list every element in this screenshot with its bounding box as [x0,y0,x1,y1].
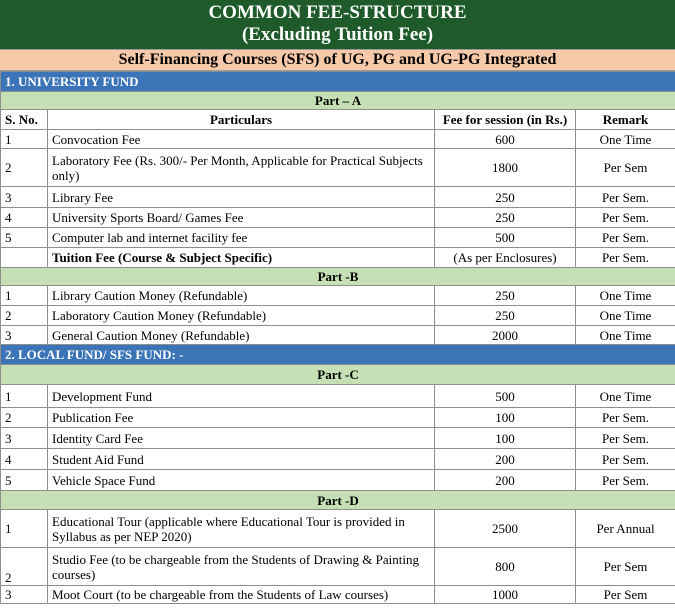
cell-particular: Student Aid Fund [48,449,435,470]
table-row [1,228,675,248]
cell-fee: 2000 [435,326,576,345]
cell-particular: University Sports Board/ Games Fee [48,208,435,228]
cell-sno: 2 [1,408,48,428]
cell-fee: 250 [435,187,576,208]
cell-fee: 250 [435,286,576,306]
cell-remark: Per Sem. [576,228,675,248]
cell-particular: Educational Tour (applicable where Educational Tour is provided in Syllabus as per NEP 2020) [48,510,435,548]
part-title: Part -C [1,365,675,385]
cell-fee: 200 [435,470,576,491]
table-row [1,428,675,449]
section-title: 1. UNIVERSITY FUND [1,72,675,92]
cell-particular: Library Caution Money (Refundable) [48,286,435,306]
cell-remark: One Time [576,306,675,326]
cell-fee: 500 [435,228,576,248]
cell-remark: Per Sem. [576,408,675,428]
table-row [1,130,675,149]
cell-fee: 100 [435,428,576,449]
cell-particular: Studio Fee (to be chargeable from the Students of Drawing & Painting courses) [48,548,435,586]
cell-fee: 200 [435,449,576,470]
cell-fee: 800 [435,548,576,586]
table-row [1,449,675,470]
cell-fee: 250 [435,208,576,228]
cell-sno: 1 [1,385,48,408]
section-university-fund [1,72,675,92]
cell-sno: 1 [1,130,48,149]
cell-sno: 1 [1,286,48,306]
cell-remark: Per Sem. [576,208,675,228]
table-row [1,548,675,586]
cell-sno: 2 [1,149,48,187]
cell-sno: 3 [1,326,48,345]
column-headers [1,110,675,130]
cell-remark: Per Sem. [576,248,675,268]
cell-remark: One Time [576,130,675,149]
table-row [1,385,675,408]
part-c-header [1,365,675,385]
table-row [1,326,675,345]
cell-particular: General Caution Money (Refundable) [48,326,435,345]
table-row [1,149,675,187]
cell-remark: One Time [576,326,675,345]
cell-remark: One Time [576,385,675,408]
cell-fee: 1800 [435,149,576,187]
cell-remark: Per Sem [576,586,675,604]
header-fee: Fee for session (in Rs.) [435,110,576,130]
cell-sno: 5 [1,228,48,248]
title-line-2: (Excluding Tuition Fee) [241,24,434,45]
cell-fee: 500 [435,385,576,408]
cell-remark: Per Sem. [576,428,675,449]
cell-sno: 1 [1,510,48,548]
cell-remark: Per Sem. [576,187,675,208]
table-row [1,586,675,604]
cell-sno: 4 [1,449,48,470]
cell-sno: 2 [1,306,48,326]
part-a-header [1,92,675,110]
table-row [1,470,675,491]
cell-particular: Laboratory Caution Money (Refundable) [48,306,435,326]
cell-fee: 2500 [435,510,576,548]
cell-remark: Per Sem. [576,470,675,491]
table-row [1,187,675,208]
cell-sno: 3 [1,428,48,449]
part-title: Part -B [1,268,675,286]
cell-sno [1,248,48,268]
table-row [1,510,675,548]
table-row [1,306,675,326]
part-b-header [1,268,675,286]
section-local-fund [1,345,675,365]
cell-particular: Identity Card Fee [48,428,435,449]
cell-particular: Computer lab and internet facility fee [48,228,435,248]
cell-particular: Convocation Fee [48,130,435,149]
title-line-1: COMMON FEE-STRUCTURE [208,2,467,23]
cell-remark: One Time [576,286,675,306]
cell-particular: Moot Court (to be chargeable from the Students of Law courses) [48,586,435,604]
part-d-header [1,491,675,510]
header-sno: S. No. [1,110,48,130]
section-title: 2. LOCAL FUND/ SFS FUND: - [1,345,675,365]
header-particulars: Particulars [48,110,435,130]
part-title: Part – A [1,92,675,110]
cell-sno: 5 [1,470,48,491]
cell-remark: Per Sem [576,548,675,586]
cell-fee: 100 [435,408,576,428]
cell-particular: Library Fee [48,187,435,208]
cell-particular: Vehicle Space Fund [48,470,435,491]
cell-particular: Tuition Fee (Course & Subject Specific) [48,248,435,268]
cell-particular: Publication Fee [48,408,435,428]
cell-fee: 250 [435,306,576,326]
fee-table [0,71,675,604]
table-row [1,248,675,268]
document-subtitle: Self-Financing Courses (SFS) of UG, PG and UG-PG Integrated [0,49,675,71]
table-row [1,286,675,306]
cell-fee: (As per Enclosures) [435,248,576,268]
cell-sno: 3 [1,586,48,604]
cell-sno: 3 [1,187,48,208]
cell-particular: Development Fund [48,385,435,408]
cell-particular: Laboratory Fee (Rs. 300/- Per Month, Applicable for Practical Subjects only) [48,149,435,187]
part-title: Part -D [1,491,675,510]
cell-fee: 1000 [435,586,576,604]
table-row [1,208,675,228]
document-title [0,0,675,49]
header-remark: Remark [576,110,675,130]
cell-sno: 4 [1,208,48,228]
cell-sno: 2 [1,548,48,586]
table-row [1,408,675,428]
cell-remark: Per Sem [576,149,675,187]
cell-remark: Per Annual [576,510,675,548]
cell-remark: Per Sem. [576,449,675,470]
cell-fee: 600 [435,130,576,149]
